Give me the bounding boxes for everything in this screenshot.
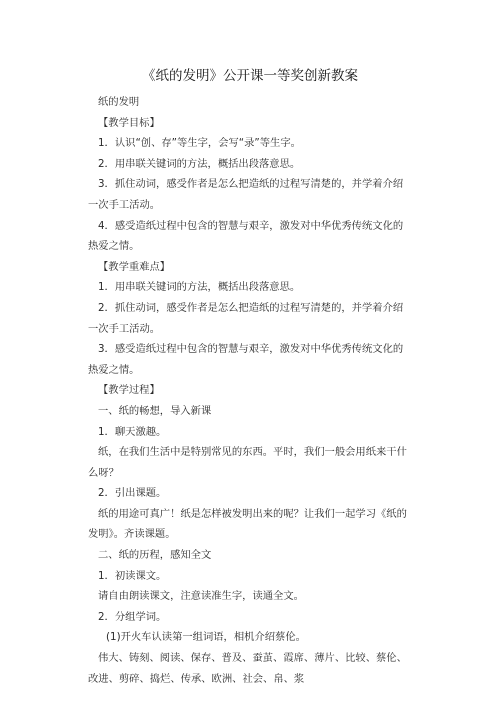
text-line: (1)开火车认读第一组词语，相机介绍蔡伦。 [106,631,306,644]
text-line: 一次手工活动。 [88,322,161,335]
text-line: 热爱之情。 [88,240,140,253]
text-line: 请自由朗读课文，注意读准生字，读通全文。 [98,590,304,603]
text-line: 发明》。齐读课题。 [88,528,176,541]
text-line: 纸的发明 [98,96,140,108]
text-line: 一次手工活动。 [88,198,161,211]
text-line: 2．抓住动词，感受作者是怎么把造纸的过程写清楚的，并学着介绍 [98,301,404,314]
text-line: 1．用串联关键词的方法，概括出段落意思。 [98,281,301,294]
text-line: 二、纸的历程，感知全文 [98,549,212,562]
text-line: 【教学目标】 [98,116,160,129]
text-line: 2．分组学词。 [98,610,167,623]
text-line: 1．认识“创、存”等生字，会写“录”等生字。 [98,137,301,150]
text-line: 2．引出课题。 [98,487,167,500]
text-line: 【教学重难点】 [98,260,171,273]
text-line: 2．用串联关键词的方法，概括出段落意思。 [98,157,301,170]
document-title: 《纸的发明》公开课一等奖创新教案 [142,68,358,84]
text-line: 改进、剪碎、捣烂、传承、欧洲、社会、帛、浆 [88,672,305,685]
text-line: 么呀？ [88,466,119,479]
text-line: 1．初读课文。 [98,569,167,582]
text-line: 1．聊天激趣。 [98,425,167,438]
text-line: 【教学过程】 [98,384,160,397]
text-line: 4．感受造纸过程中包含的智慧与艰辛，激发对中华优秀传统文化的 [98,219,404,232]
document-body [88,92,433,689]
text-line: 热爱之情。 [88,363,140,376]
text-line: 纸，在我们生活中是特别常见的东西。平时，我们一般会用纸来干什 [98,446,407,459]
text-line: 一、纸的畅想，导入新课 [98,404,212,417]
text-line: 3．抓住动词，感受作者是怎么把造纸的过程写清楚的，并学着介绍 [98,178,404,191]
text-line: 3．感受造纸过程中包含的智慧与艰辛，激发对中华优秀传统文化的 [98,343,404,356]
text-line: 纸的用途可真广！纸是怎样被发明出来的呢？让我们一起学习《纸的 [98,507,407,520]
text-line: 伟大、铸刻、阅读、保存、普及、蚕茧、霞席、薄片、比较、蔡伦、 [98,652,407,665]
